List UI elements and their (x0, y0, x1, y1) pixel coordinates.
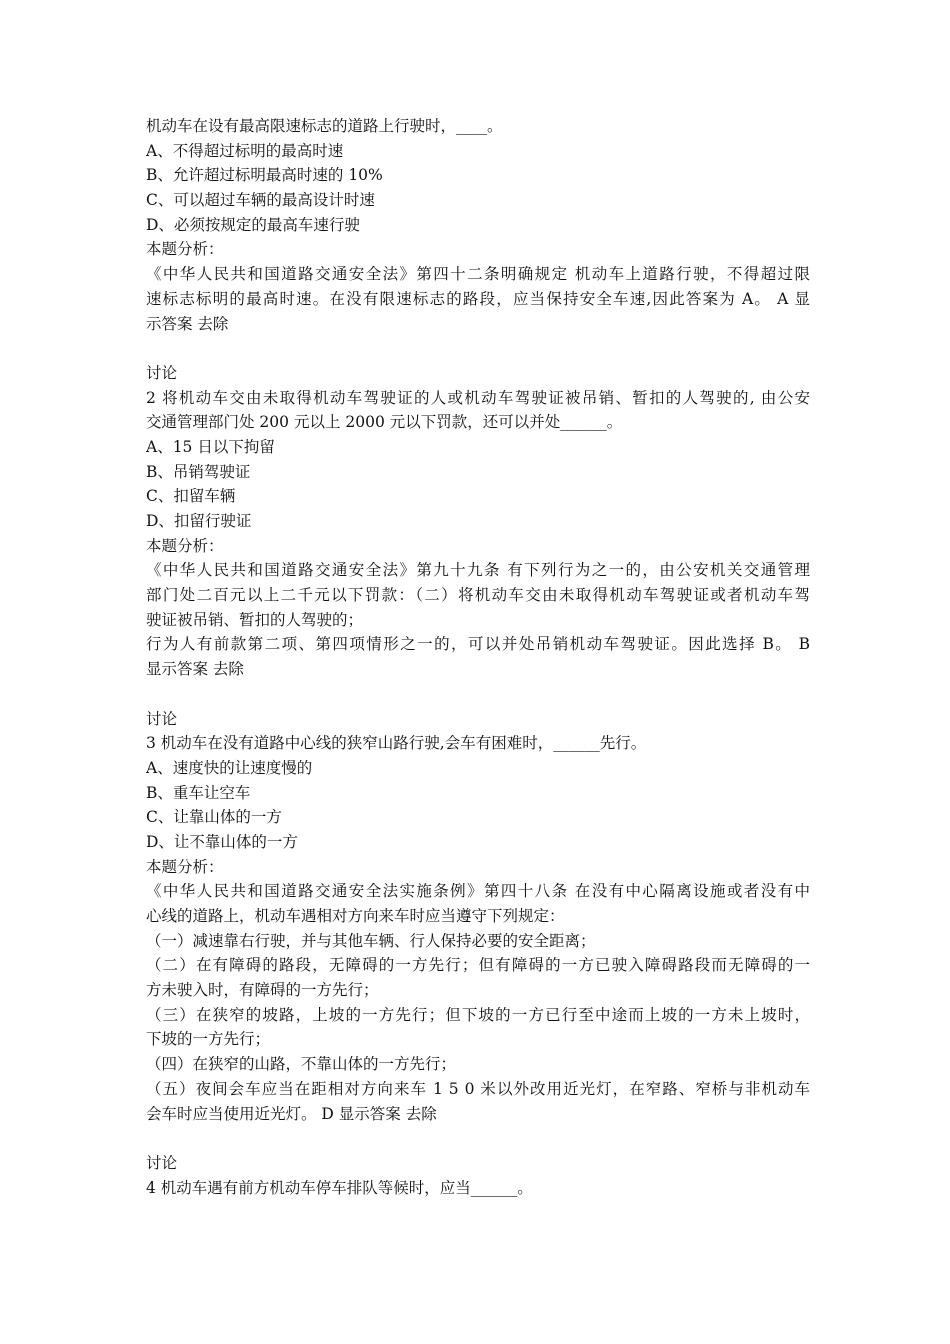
q2-analysis-line: 部门处二百元以上二千元以下罚款：（二）将机动车交由未取得机动车驾驶证或者机动车驾 (146, 586, 810, 605)
spacer (146, 682, 810, 707)
q3-analysis-line: （三）在狭窄的坡路，上坡的一方先行；但下坡的一方已行至中途而上坡的一方未上坡时， (146, 1005, 810, 1024)
q2-analysis-line: 行为人有前款第二项、第四项情形之一的，可以并处吊销机动车驾驶证。因此选择 B。 B (146, 635, 810, 654)
q3-analysis-line: 心线的道路上，机动车遇相对方向来车时应当遵守下列规定： (146, 907, 565, 925)
q2-option-c: C、扣留车辆 (146, 487, 236, 506)
q1-option-b: B、允许超过标明最高时速的 10% (146, 166, 383, 185)
q2-option-b: B、吊销驾驶证 (146, 462, 251, 481)
q3-analysis-line: 下坡的一方先行； (146, 1030, 271, 1049)
q3-analysis-line: 《中华人民共和国道路交通安全法实施条例》第四十八条 在没有中心隔离设施或者没有中 (146, 882, 810, 901)
q2-analysis-line: 驶证被吊销、暂扣的人驾驶的； (146, 610, 364, 629)
q2-analysis-line: 显示答案 去除 (146, 660, 244, 679)
q3-analysis-line: 方未驶入时，有障碍的一方先行； (146, 981, 379, 1000)
document-page (146, 114, 810, 1200)
q1-analysis-line: 示答案 去除 (146, 314, 229, 333)
q2-option-d: D、扣留行驶证 (146, 512, 252, 530)
q2-discuss: 讨论 (146, 363, 178, 382)
q1-option-c: C、可以超过车辆的最高设计时速 (146, 191, 375, 210)
q3-option-a: A、速度快的让速度慢的 (146, 758, 313, 777)
q3-analysis-line: （一）减速靠右行驶，并与其他车辆、行人保持必要的安全距离； (146, 931, 596, 950)
q3-analysis-line: 会车时应当使用近光灯。 D 显示答案 去除 (146, 1104, 437, 1123)
q3-analysis-label: 本题分析： (146, 857, 224, 876)
q1-analysis-line: 速标志标明的最高时速。在没有限速标志的路段，应当保持安全车速,因此答案为 A。 A 显 (146, 289, 810, 308)
q3-discuss: 讨论 (146, 709, 178, 728)
spacer (146, 1126, 810, 1151)
q2-option-a: A、15 日以下拘留 (146, 437, 275, 456)
q4-discuss: 讨论 (146, 1153, 178, 1172)
q3-option-d: D、让不靠山体的一方 (146, 832, 298, 851)
q1-option-d: D、必须按规定的最高车速行驶 (146, 215, 360, 234)
q1-analysis-line: 《中华人民共和国道路交通安全法》第四十二条明确规定 机动车上道路行驶，不得超过限 (146, 265, 810, 284)
q1-analysis-label: 本题分析： (146, 240, 224, 259)
q4-question: 4 机动车遇有前方机动车停车排队等候时，应当______。 (146, 1178, 533, 1197)
q3-question: 3 机动车在没有道路中心线的狭窄山路行驶,会车有困难时，______先行。 (146, 734, 647, 753)
q2-analysis-label: 本题分析： (146, 536, 224, 555)
q3-analysis-line: （二）在有障碍的路段，无障碍的一方先行；但有障碍的一方已驶入障碍路段而无障碍的一 (146, 956, 810, 975)
q3-analysis-line: （五）夜间会车应当在距相对方向来车 1 5 0 米以外改用近光灯，在窄路、窄桥与非机动车 (146, 1079, 810, 1098)
q3-option-b: B、重车让空车 (146, 783, 251, 802)
q1-option-a: A、不得超过标明的最高时速 (146, 141, 344, 160)
q3-analysis-line: （四）在狭窄的山路，不靠山体的一方先行； (146, 1055, 457, 1074)
q1-question: 机动车在设有最高限速标志的道路上行驶时，____。 (146, 117, 503, 135)
q2-question-line: 2 将机动车交由未取得机动车驾驶证的人或机动车驾驶证被吊销、暂扣的人驾驶的, 由公安 (146, 388, 810, 407)
spacer (146, 336, 810, 361)
q2-analysis-line: 《中华人民共和国道路交通安全法》第九十九条 有下列行为之一的，由公安机关交通管理 (146, 561, 810, 580)
q3-option-c: C、让靠山体的一方 (146, 808, 282, 827)
q2-question-line: 交通管理部门处 200 元以上 2000 元以下罚款，还可以并处______。 (146, 413, 623, 432)
